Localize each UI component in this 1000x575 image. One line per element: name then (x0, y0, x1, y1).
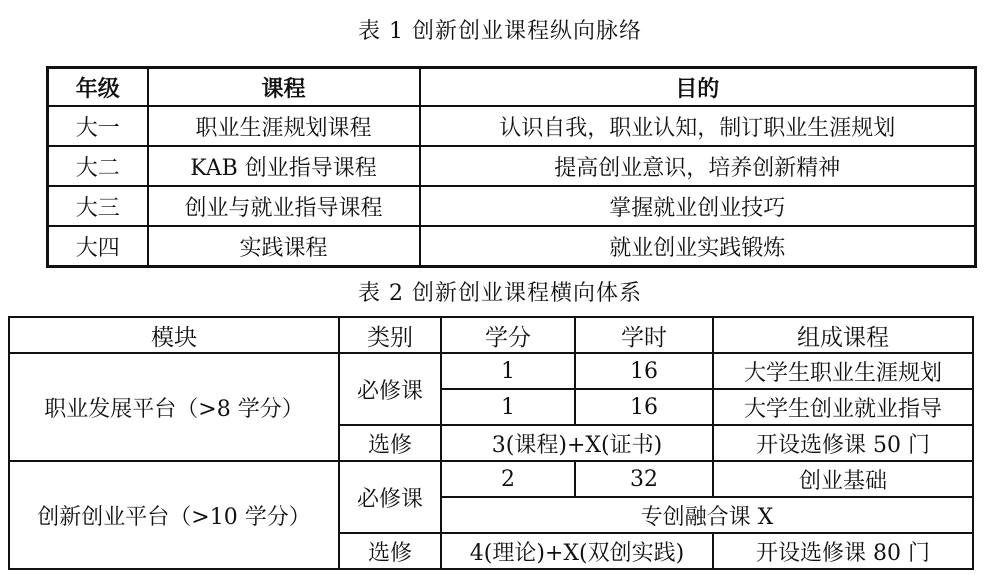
cell-course: 职业生涯规划课程 (148, 106, 420, 146)
cell-hours: 32 (575, 461, 713, 497)
cell-grade: 大一 (48, 106, 148, 146)
header-purpose: 目的 (420, 68, 976, 107)
header-category: 类别 (339, 317, 441, 353)
table-row (48, 186, 976, 226)
cell-course: 大学生创业就业指导 (713, 389, 973, 425)
header-grade: 年级 (48, 68, 148, 107)
cell-elective-credits: 3(课程)+X(证书) (441, 425, 713, 461)
cell-grade: 大二 (48, 146, 148, 186)
cell-purpose: 掌握就业创业技巧 (420, 186, 976, 226)
header-hours: 学时 (575, 317, 713, 353)
table-row (9, 461, 973, 497)
cell-category-elective: 选修 (339, 425, 441, 461)
table-row (48, 226, 976, 267)
cell-category-required: 必修课 (339, 461, 441, 533)
table-header-row (9, 317, 973, 353)
cell-hours: 16 (575, 353, 713, 389)
table1-caption: 表 1 创新创业课程纵向脉络 (358, 19, 642, 44)
cell-elective-credits: 4(理论)+X(双创实践) (441, 533, 713, 569)
cell-merged-course: 专创融合课 X (441, 497, 973, 533)
cell-purpose: 就业创业实践锻炼 (420, 226, 976, 267)
cell-module: 职业发展平台（>8 学分） (9, 353, 339, 461)
cell-credits: 2 (441, 461, 575, 497)
cell-course: KAB 创业指导课程 (148, 146, 420, 186)
header-module: 模块 (9, 317, 339, 353)
header-courses: 组成课程 (713, 317, 973, 353)
header-course: 课程 (148, 68, 420, 107)
cell-hours: 16 (575, 389, 713, 425)
cell-purpose: 认识自我，职业认知，制订职业生涯规划 (420, 106, 976, 146)
table-header-row (48, 68, 976, 107)
table2-caption: 表 2 创新创业课程横向体系 (358, 281, 642, 306)
cell-module: 创新创业平台（>10 学分） (9, 461, 339, 569)
table-row (48, 146, 976, 186)
cell-credits: 1 (441, 389, 575, 425)
cell-course: 创业与就业指导课程 (148, 186, 420, 226)
table-row (48, 106, 976, 146)
cell-credits: 1 (441, 353, 575, 389)
cell-elective-courses: 开设选修课 50 门 (713, 425, 973, 461)
cell-category-required: 必修课 (339, 353, 441, 425)
cell-category-elective: 选修 (339, 533, 441, 569)
table-row (9, 353, 973, 389)
cell-elective-courses: 开设选修课 80 门 (713, 533, 973, 569)
cell-grade: 大四 (48, 226, 148, 267)
cell-grade: 大三 (48, 186, 148, 226)
curriculum-horizontal-table (8, 316, 974, 570)
header-credits: 学分 (441, 317, 575, 353)
cell-course: 创业基础 (713, 461, 973, 497)
cell-course: 大学生职业生涯规划 (713, 353, 973, 389)
curriculum-vertical-table (46, 66, 977, 268)
cell-purpose: 提高创业意识，培养创新精神 (420, 146, 976, 186)
cell-course: 实践课程 (148, 226, 420, 267)
